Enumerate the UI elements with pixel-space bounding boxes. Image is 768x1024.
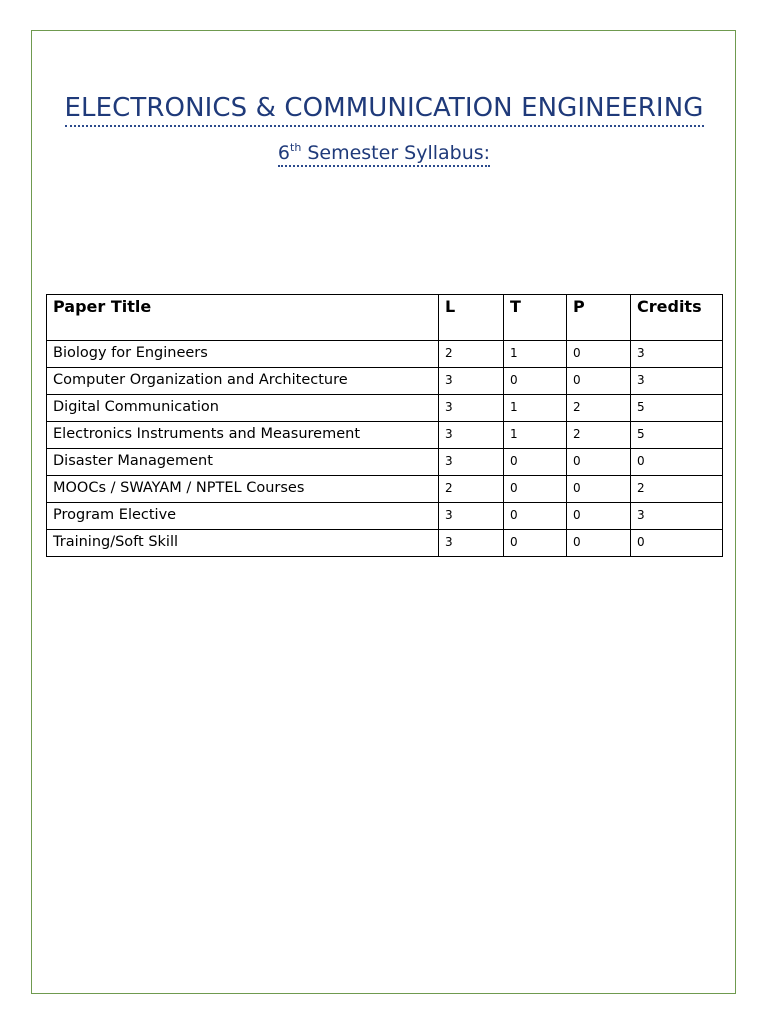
header-paper-title: Paper Title	[47, 295, 439, 341]
cell-credits: 5	[631, 395, 723, 422]
cell-l: 3	[439, 422, 504, 449]
cell-t: 1	[504, 395, 567, 422]
cell-paper-title: Biology for Engineers	[47, 341, 439, 368]
cell-paper-title: Electronics Instruments and Measurement	[47, 422, 439, 449]
cell-t: 1	[504, 422, 567, 449]
subtitle-number: 6	[277, 142, 290, 164]
cell-paper-title: MOOCs / SWAYAM / NPTEL Courses	[47, 476, 439, 503]
cell-l: 3	[439, 530, 504, 557]
cell-p: 2	[567, 395, 631, 422]
subtitle-wrap	[278, 141, 490, 167]
cell-p: 0	[567, 368, 631, 395]
cell-paper-title: Disaster Management	[47, 449, 439, 476]
cell-t: 0	[504, 530, 567, 557]
cell-l: 3	[439, 449, 504, 476]
table-row	[47, 341, 723, 368]
subtitle-text: Semester Syllabus:	[301, 142, 491, 164]
cell-p: 0	[567, 341, 631, 368]
cell-paper-title: Program Elective	[47, 503, 439, 530]
document-title	[0, 90, 768, 127]
cell-p: 0	[567, 530, 631, 557]
cell-paper-title: Digital Communication	[47, 395, 439, 422]
cell-p: 0	[567, 476, 631, 503]
cell-l: 3	[439, 395, 504, 422]
cell-credits: 3	[631, 503, 723, 530]
cell-l: 2	[439, 341, 504, 368]
syllabus-table	[46, 294, 723, 557]
cell-credits: 5	[631, 422, 723, 449]
table-row	[47, 449, 723, 476]
cell-t: 0	[504, 503, 567, 530]
header-credits: Credits	[631, 295, 723, 341]
cell-l: 2	[439, 476, 504, 503]
subtitle-ordinal: th	[290, 141, 302, 154]
header-l: L	[439, 295, 504, 341]
header-t: T	[504, 295, 567, 341]
table-row	[47, 530, 723, 557]
cell-l: 3	[439, 503, 504, 530]
table-row	[47, 422, 723, 449]
cell-t: 0	[504, 476, 567, 503]
table-row	[47, 368, 723, 395]
cell-p: 0	[567, 449, 631, 476]
cell-t: 0	[504, 368, 567, 395]
cell-p: 0	[567, 503, 631, 530]
document-title-text: ELECTRONICS & COMMUNICATION ENGINEERING	[65, 92, 704, 127]
cell-l: 3	[439, 368, 504, 395]
document-subtitle	[0, 140, 768, 167]
cell-credits: 0	[631, 530, 723, 557]
cell-credits: 2	[631, 476, 723, 503]
cell-credits: 0	[631, 449, 723, 476]
cell-t: 1	[504, 341, 567, 368]
cell-paper-title: Computer Organization and Architecture	[47, 368, 439, 395]
table-row	[47, 395, 723, 422]
table-row	[47, 476, 723, 503]
table-row	[47, 503, 723, 530]
cell-p: 2	[567, 422, 631, 449]
cell-t: 0	[504, 449, 567, 476]
cell-paper-title: Training/Soft Skill	[47, 530, 439, 557]
header-p: P	[567, 295, 631, 341]
cell-credits: 3	[631, 368, 723, 395]
cell-credits: 3	[631, 341, 723, 368]
table-header-row	[47, 295, 723, 341]
